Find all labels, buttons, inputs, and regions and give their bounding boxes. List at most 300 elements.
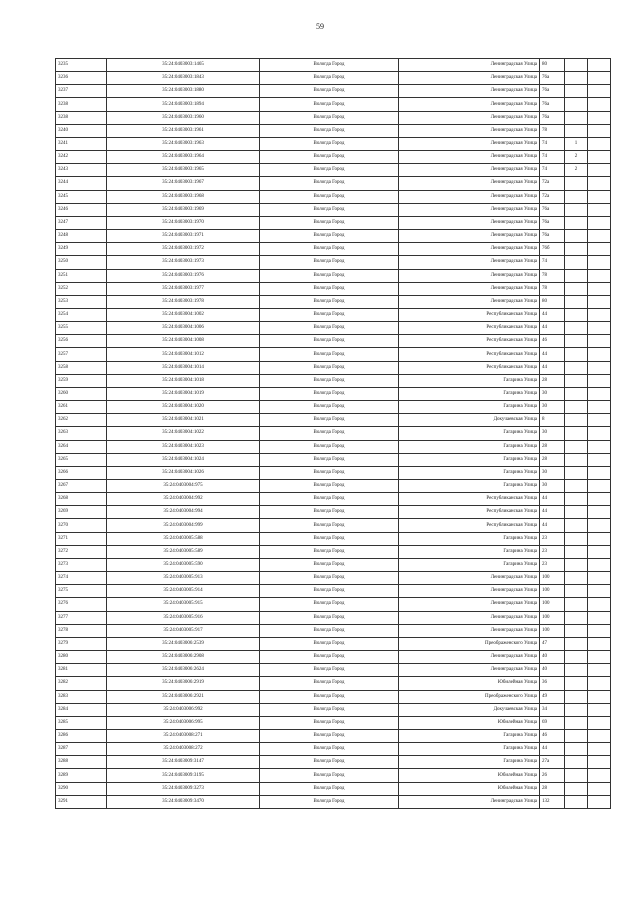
registry-table (55, 58, 611, 809)
cadastral-number-cell: 35:24:0403004:1026 (107, 466, 260, 479)
building-cell (565, 98, 588, 111)
city-cell: Вологда Город (260, 480, 399, 493)
apartment-cell (588, 335, 611, 348)
city-cell: Вологда Город (260, 177, 399, 190)
building-cell (565, 598, 588, 611)
apartment-cell (588, 519, 611, 532)
house-number-cell: 72а (540, 177, 565, 190)
street-cell: Ленинградская Улица (399, 151, 540, 164)
table-row (56, 769, 611, 782)
cadastral-number-cell: 35:24:0403004:975 (107, 480, 260, 493)
cadastral-number-cell: 35:24:0403009:3195 (107, 769, 260, 782)
building-cell (565, 387, 588, 400)
city-cell: Вологда Город (260, 624, 399, 637)
table-row (56, 124, 611, 137)
row-number-cell: 3263 (56, 427, 107, 440)
apartment-cell (588, 782, 611, 795)
apartment-cell (588, 690, 611, 703)
city-cell: Вологда Город (260, 269, 399, 282)
building-cell (565, 769, 588, 782)
city-cell: Вологда Город (260, 703, 399, 716)
house-number-cell: 44 (540, 348, 565, 361)
cadastral-number-cell: 35:24:0403003:1894 (107, 98, 260, 111)
city-cell: Вологда Город (260, 335, 399, 348)
house-number-cell: 69 (540, 716, 565, 729)
city-cell: Вологда Город (260, 295, 399, 308)
building-cell (565, 664, 588, 677)
table-row (56, 716, 611, 729)
apartment-cell (588, 756, 611, 769)
apartment-cell (588, 216, 611, 229)
row-number-cell: 3253 (56, 295, 107, 308)
street-cell: Ленинградская Улица (399, 59, 540, 72)
cadastral-number-cell: 35:24:0403003:1976 (107, 269, 260, 282)
table-row (56, 308, 611, 321)
table-row (56, 111, 611, 124)
building-cell (565, 651, 588, 664)
cadastral-number-cell: 35:24:0403003:1973 (107, 256, 260, 269)
row-number-cell: 3266 (56, 466, 107, 479)
house-number-cell: 74 (540, 256, 565, 269)
row-number-cell: 3238 (56, 111, 107, 124)
building-cell (565, 414, 588, 427)
city-cell: Вологда Город (260, 137, 399, 150)
street-cell: Ленинградская Улица (399, 164, 540, 177)
cadastral-number-cell: 35:24:0403004:1012 (107, 348, 260, 361)
table-row (56, 256, 611, 269)
house-number-cell: 30 (540, 387, 565, 400)
apartment-cell (588, 506, 611, 519)
house-number-cell: 30 (540, 401, 565, 414)
apartment-cell (588, 466, 611, 479)
cadastral-number-cell: 35:24:0403008:272 (107, 743, 260, 756)
street-cell: Гагарина Улица (399, 545, 540, 558)
row-number-cell: 3238 (56, 98, 107, 111)
row-number-cell: 3249 (56, 243, 107, 256)
building-cell (565, 558, 588, 571)
building-cell (565, 624, 588, 637)
row-number-cell: 3241 (56, 137, 107, 150)
city-cell: Вологда Город (260, 677, 399, 690)
building-cell (565, 677, 588, 690)
registry-table-body (56, 59, 611, 809)
street-cell: Юбилейная Улица (399, 769, 540, 782)
apartment-cell (588, 374, 611, 387)
building-cell (565, 756, 588, 769)
house-number-cell: 74 (540, 137, 565, 150)
building-cell (565, 203, 588, 216)
street-cell: Республиканская Улица (399, 348, 540, 361)
city-cell: Вологда Город (260, 203, 399, 216)
table-row (56, 756, 611, 769)
row-number-cell: 3248 (56, 230, 107, 243)
cadastral-number-cell: 35:24:0403003:1960 (107, 111, 260, 124)
house-number-cell: 30 (540, 480, 565, 493)
building-cell (565, 190, 588, 203)
apartment-cell (588, 611, 611, 624)
apartment-cell (588, 558, 611, 571)
building-cell (565, 480, 588, 493)
street-cell: Ленинградская Улица (399, 72, 540, 85)
table-row (56, 651, 611, 664)
building-cell (565, 348, 588, 361)
house-number-cell: 44 (540, 308, 565, 321)
table-row (56, 151, 611, 164)
city-cell: Вологда Город (260, 506, 399, 519)
street-cell: Гагарина Улица (399, 558, 540, 571)
street-cell: Республиканская Улица (399, 308, 540, 321)
row-number-cell: 3280 (56, 651, 107, 664)
building-cell (565, 256, 588, 269)
building-cell (565, 335, 588, 348)
building-cell (565, 572, 588, 585)
street-cell: Гагарина Улица (399, 743, 540, 756)
house-number-cell: 100 (540, 624, 565, 637)
table-row (56, 664, 611, 677)
building-cell (565, 243, 588, 256)
street-cell: Докучаевская Улица (399, 414, 540, 427)
table-row (56, 795, 611, 808)
apartment-cell (588, 269, 611, 282)
street-cell: Гагарина Улица (399, 440, 540, 453)
apartment-cell (588, 532, 611, 545)
house-number-cell: 44 (540, 743, 565, 756)
house-number-cell: 26 (540, 769, 565, 782)
house-number-cell: 74 (540, 151, 565, 164)
row-number-cell: 3257 (56, 348, 107, 361)
table-row (56, 453, 611, 466)
cadastral-number-cell: 35:24:0403003:1972 (107, 243, 260, 256)
row-number-cell: 3267 (56, 480, 107, 493)
row-number-cell: 3237 (56, 85, 107, 98)
street-cell: Республиканская Улица (399, 322, 540, 335)
apartment-cell (588, 545, 611, 558)
street-cell: Ленинградская Улица (399, 177, 540, 190)
street-cell: Ленинградская Улица (399, 598, 540, 611)
house-number-cell: 49 (540, 690, 565, 703)
street-cell: Республиканская Улица (399, 506, 540, 519)
row-number-cell: 3246 (56, 203, 107, 216)
apartment-cell (588, 137, 611, 150)
row-number-cell: 3288 (56, 756, 107, 769)
house-number-cell: 36 (540, 677, 565, 690)
cadastral-number-cell: 35:24:0403003:1964 (107, 151, 260, 164)
cadastral-number-cell: 35:24:0403003:1970 (107, 216, 260, 229)
row-number-cell: 3287 (56, 743, 107, 756)
cadastral-number-cell: 35:24:0403004:1024 (107, 453, 260, 466)
table-row (56, 493, 611, 506)
city-cell: Вологда Город (260, 164, 399, 177)
cadastral-number-cell: 35:24:0403003:1978 (107, 295, 260, 308)
table-row (56, 282, 611, 295)
apartment-cell (588, 743, 611, 756)
apartment-cell (588, 59, 611, 72)
building-cell (565, 545, 588, 558)
apartment-cell (588, 795, 611, 808)
table-row (56, 545, 611, 558)
city-cell: Вологда Город (260, 414, 399, 427)
city-cell: Вологда Город (260, 729, 399, 742)
cadastral-number-cell: 35:24:0403004:1014 (107, 361, 260, 374)
building-cell (565, 611, 588, 624)
house-number-cell: 80 (540, 295, 565, 308)
apartment-cell (588, 348, 611, 361)
table-row (56, 401, 611, 414)
street-cell: Ленинградская Улица (399, 230, 540, 243)
table-row (56, 690, 611, 703)
table-row (56, 387, 611, 400)
table-row (56, 729, 611, 742)
street-cell: Гагарина Улица (399, 427, 540, 440)
row-number-cell: 3262 (56, 414, 107, 427)
building-cell: 1 (565, 137, 588, 150)
building-cell (565, 532, 588, 545)
row-number-cell: 3285 (56, 716, 107, 729)
street-cell: Гагарина Улица (399, 480, 540, 493)
house-number-cell: 40 (540, 651, 565, 664)
apartment-cell (588, 769, 611, 782)
apartment-cell (588, 703, 611, 716)
apartment-cell (588, 72, 611, 85)
table-row (56, 216, 611, 229)
apartment-cell (588, 637, 611, 650)
row-number-cell: 3236 (56, 72, 107, 85)
table-row (56, 480, 611, 493)
street-cell: Ленинградская Улица (399, 664, 540, 677)
street-cell: Преображенского Улица (399, 637, 540, 650)
house-number-cell: 76а (540, 72, 565, 85)
building-cell (565, 453, 588, 466)
house-number-cell: 78 (540, 269, 565, 282)
table-row (56, 164, 611, 177)
cadastral-number-cell: 35:24:0403006:2908 (107, 651, 260, 664)
house-number-cell: 44 (540, 519, 565, 532)
apartment-cell (588, 677, 611, 690)
row-number-cell: 3251 (56, 269, 107, 282)
street-cell: Республиканская Улица (399, 361, 540, 374)
building-cell (565, 322, 588, 335)
cadastral-number-cell: 35:24:0403006:2624 (107, 664, 260, 677)
building-cell (565, 703, 588, 716)
city-cell: Вологда Город (260, 545, 399, 558)
cadastral-number-cell: 35:24:0403004:992 (107, 493, 260, 506)
table-row (56, 335, 611, 348)
house-number-cell: 76а (540, 98, 565, 111)
row-number-cell: 3289 (56, 769, 107, 782)
cadastral-number-cell: 35:24:0403003:1967 (107, 177, 260, 190)
row-number-cell: 3271 (56, 532, 107, 545)
city-cell: Вологда Город (260, 111, 399, 124)
cadastral-number-cell: 35:24:0403009:3470 (107, 795, 260, 808)
house-number-cell: 23 (540, 545, 565, 558)
building-cell (565, 427, 588, 440)
row-number-cell: 3255 (56, 322, 107, 335)
cadastral-number-cell: 35:24:0403006:2921 (107, 690, 260, 703)
cadastral-number-cell: 35:24:0403003:1880 (107, 85, 260, 98)
house-number-cell: 46 (540, 335, 565, 348)
street-cell: Ленинградская Улица (399, 137, 540, 150)
house-number-cell: 100 (540, 572, 565, 585)
street-cell: Юбилейная Улица (399, 716, 540, 729)
house-number-cell: 23 (540, 558, 565, 571)
building-cell (565, 729, 588, 742)
table-row (56, 322, 611, 335)
house-number-cell: 47 (540, 637, 565, 650)
house-number-cell: 30 (540, 466, 565, 479)
street-cell: Юбилейная Улица (399, 782, 540, 795)
row-number-cell: 3274 (56, 572, 107, 585)
cadastral-number-cell: 35:24:0403005:914 (107, 585, 260, 598)
apartment-cell (588, 295, 611, 308)
cadastral-number-cell: 35:24:0403003:1965 (107, 164, 260, 177)
street-cell: Ленинградская Улица (399, 795, 540, 808)
city-cell: Вологда Город (260, 466, 399, 479)
city-cell: Вологда Город (260, 651, 399, 664)
house-number-cell: 76а (540, 203, 565, 216)
city-cell: Вологда Город (260, 598, 399, 611)
row-number-cell: 3264 (56, 440, 107, 453)
city-cell: Вологда Город (260, 532, 399, 545)
cadastral-number-cell: 35:24:0403008:271 (107, 729, 260, 742)
house-number-cell: 100 (540, 598, 565, 611)
street-cell: Гагарина Улица (399, 532, 540, 545)
table-row (56, 374, 611, 387)
city-cell: Вологда Город (260, 453, 399, 466)
house-number-cell: 44 (540, 506, 565, 519)
row-number-cell: 3247 (56, 216, 107, 229)
cadastral-number-cell: 35:24:0403004:1006 (107, 322, 260, 335)
house-number-cell: 28 (540, 782, 565, 795)
table-row (56, 598, 611, 611)
city-cell: Вологда Город (260, 124, 399, 137)
cadastral-number-cell: 35:24:0403006:992 (107, 703, 260, 716)
apartment-cell (588, 230, 611, 243)
row-number-cell: 3254 (56, 308, 107, 321)
city-cell: Вологда Город (260, 716, 399, 729)
building-cell (565, 585, 588, 598)
apartment-cell (588, 203, 611, 216)
table-row (56, 269, 611, 282)
cadastral-number-cell: 35:24:0403003:1961 (107, 124, 260, 137)
row-number-cell: 3245 (56, 190, 107, 203)
row-number-cell: 3240 (56, 124, 107, 137)
building-cell (565, 716, 588, 729)
apartment-cell (588, 308, 611, 321)
house-number-cell: 100 (540, 585, 565, 598)
apartment-cell (588, 493, 611, 506)
apartment-cell (588, 664, 611, 677)
cadastral-number-cell: 35:24:0403004:1021 (107, 414, 260, 427)
cadastral-number-cell: 35:24:0403005:913 (107, 572, 260, 585)
row-number-cell: 3235 (56, 59, 107, 72)
city-cell: Вологда Город (260, 493, 399, 506)
apartment-cell (588, 98, 611, 111)
street-cell: Гагарина Улица (399, 387, 540, 400)
row-number-cell: 3260 (56, 387, 107, 400)
street-cell: Юбилейная Улица (399, 677, 540, 690)
street-cell: Гагарина Улица (399, 756, 540, 769)
table-row (56, 637, 611, 650)
city-cell: Вологда Город (260, 558, 399, 571)
table-row (56, 558, 611, 571)
cadastral-number-cell: 35:24:0403003:1969 (107, 203, 260, 216)
cadastral-number-cell: 35:24:0403003:1843 (107, 72, 260, 85)
building-cell (565, 230, 588, 243)
street-cell: Ленинградская Улица (399, 124, 540, 137)
building-cell (565, 795, 588, 808)
row-number-cell: 3290 (56, 782, 107, 795)
cadastral-number-cell: 35:24:0403005:915 (107, 598, 260, 611)
house-number-cell: 44 (540, 493, 565, 506)
building-cell (565, 295, 588, 308)
house-number-cell: 30 (540, 427, 565, 440)
apartment-cell (588, 414, 611, 427)
row-number-cell: 3275 (56, 585, 107, 598)
building-cell (565, 374, 588, 387)
apartment-cell (588, 453, 611, 466)
row-number-cell: 3256 (56, 335, 107, 348)
house-number-cell: 78 (540, 282, 565, 295)
street-cell: Гагарина Улица (399, 374, 540, 387)
cadastral-number-cell: 35:24:0403009:3273 (107, 782, 260, 795)
street-cell: Республиканская Улица (399, 335, 540, 348)
table-row (56, 295, 611, 308)
apartment-cell (588, 480, 611, 493)
cadastral-number-cell: 35:24:0403003:1971 (107, 230, 260, 243)
row-number-cell: 3250 (56, 256, 107, 269)
street-cell: Ленинградская Улица (399, 572, 540, 585)
city-cell: Вологда Город (260, 72, 399, 85)
city-cell: Вологда Город (260, 637, 399, 650)
table-row (56, 466, 611, 479)
house-number-cell: 74 (540, 164, 565, 177)
street-cell: Ленинградская Улица (399, 282, 540, 295)
table-row (56, 611, 611, 624)
city-cell: Вологда Город (260, 216, 399, 229)
row-number-cell: 3259 (56, 374, 107, 387)
building-cell (565, 308, 588, 321)
house-number-cell: 76а (540, 216, 565, 229)
apartment-cell (588, 124, 611, 137)
city-cell: Вологда Город (260, 756, 399, 769)
building-cell (565, 466, 588, 479)
street-cell: Ленинградская Улица (399, 256, 540, 269)
row-number-cell: 3244 (56, 177, 107, 190)
building-cell (565, 506, 588, 519)
city-cell: Вологда Город (260, 795, 399, 808)
city-cell: Вологда Город (260, 743, 399, 756)
street-cell: Гагарина Улица (399, 401, 540, 414)
apartment-cell (588, 111, 611, 124)
building-cell: 2 (565, 164, 588, 177)
building-cell (565, 637, 588, 650)
street-cell: Республиканская Улица (399, 519, 540, 532)
street-cell: Ленинградская Улица (399, 611, 540, 624)
city-cell: Вологда Город (260, 585, 399, 598)
cadastral-number-cell: 35:24:0403006:2919 (107, 677, 260, 690)
house-number-cell: 46 (540, 729, 565, 742)
cadastral-number-cell: 35:24:0403003:1465 (107, 59, 260, 72)
house-number-cell: 44 (540, 361, 565, 374)
table-row (56, 519, 611, 532)
building-cell (565, 401, 588, 414)
house-number-cell: 23 (540, 532, 565, 545)
apartment-cell (588, 440, 611, 453)
house-number-cell: 100 (540, 611, 565, 624)
apartment-cell (588, 177, 611, 190)
row-number-cell: 3269 (56, 506, 107, 519)
city-cell: Вологда Город (260, 256, 399, 269)
